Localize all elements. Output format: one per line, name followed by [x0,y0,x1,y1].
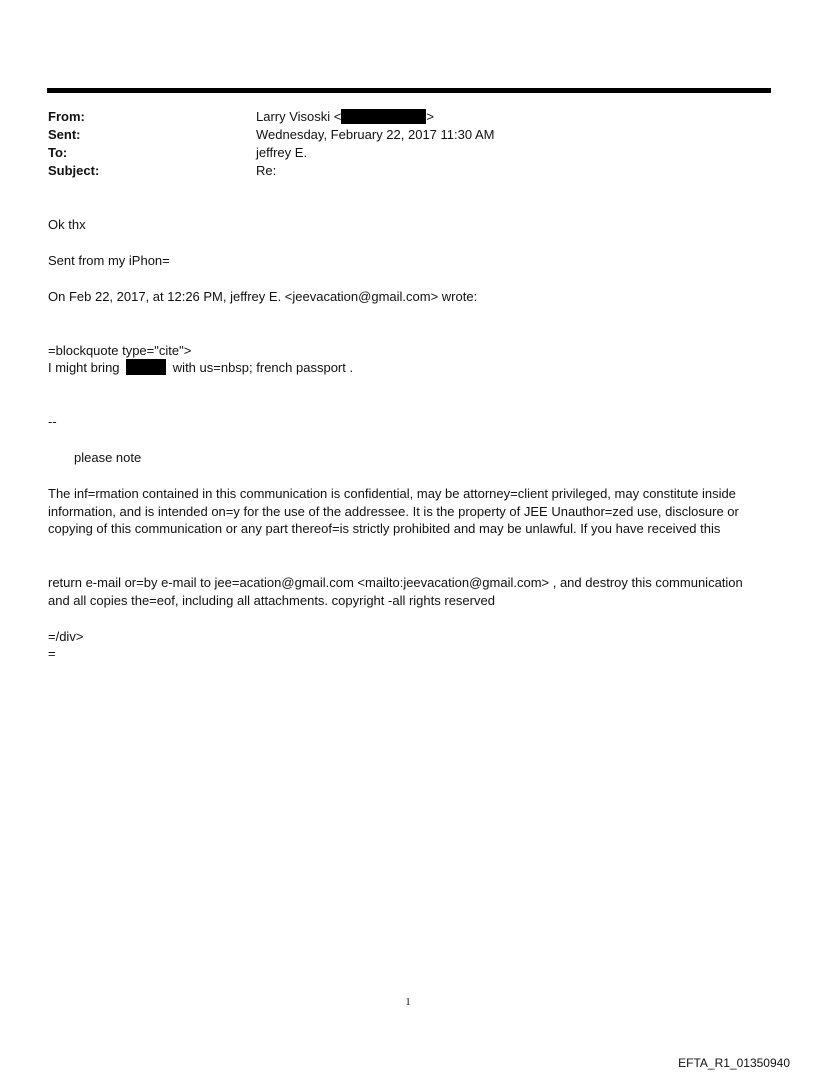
body-line-blockquote: =blockquote type="cite"> [48,343,192,358]
please-note: please note [74,450,142,465]
body-line-equals: = [48,646,56,661]
return-email-paragraph: return e-mail or=by e-mail to jee=acation@gmail.com <mailto:jeevacation@gmail.com> , and destroy this communication and all copies the=eof, including all attachments. copyright -all rights reserved [48,575,743,608]
subject-value: Re: [256,163,277,178]
bring-after: with us=nbsp; french passport . [172,360,354,375]
page-number: 1 [405,996,411,1008]
to-value: jeffrey E. [256,145,308,160]
to-label: To: [48,145,68,160]
header-divider [47,88,771,93]
confidentiality-paragraph: The inf=rmation contained in this communication is confidential, may be attorney=client privileged, may constitute inside information, and is intended on=y for the use of the addressee. It is the property of JEE Unauthor=zed use, disclosure or copying of this communication or any part thereof=is strictly prohibited and may be unlawful. If you have received this [48,486,739,536]
sent-value: Wednesday, February 22, 2017 11:30 AM [256,127,495,142]
signature-separator: -- [48,414,57,429]
body-line-bring [48,359,763,377]
from-name: Larry Visoski < [256,109,342,124]
subject-label: Subject: [48,163,100,178]
body-line-ok: Ok thx [48,217,86,232]
document-id: EFTA_R1_01350940 [678,1056,790,1070]
from-value [256,108,434,126]
body-line-div-close: =/div> [48,629,84,644]
redaction-block [341,109,426,124]
sent-label: Sent: [48,127,81,142]
body-line-quote-intro: On Feb 22, 2017, at 12:26 PM, jeffrey E. <jeevacation@gmail.com> wrote: [48,289,478,304]
body-line-sent-from: Sent from my iPhon= [48,253,170,268]
bring-before: I might bring [48,360,120,375]
redaction-block [126,359,166,375]
from-label: From: [48,109,85,124]
from-close: > [426,109,434,124]
